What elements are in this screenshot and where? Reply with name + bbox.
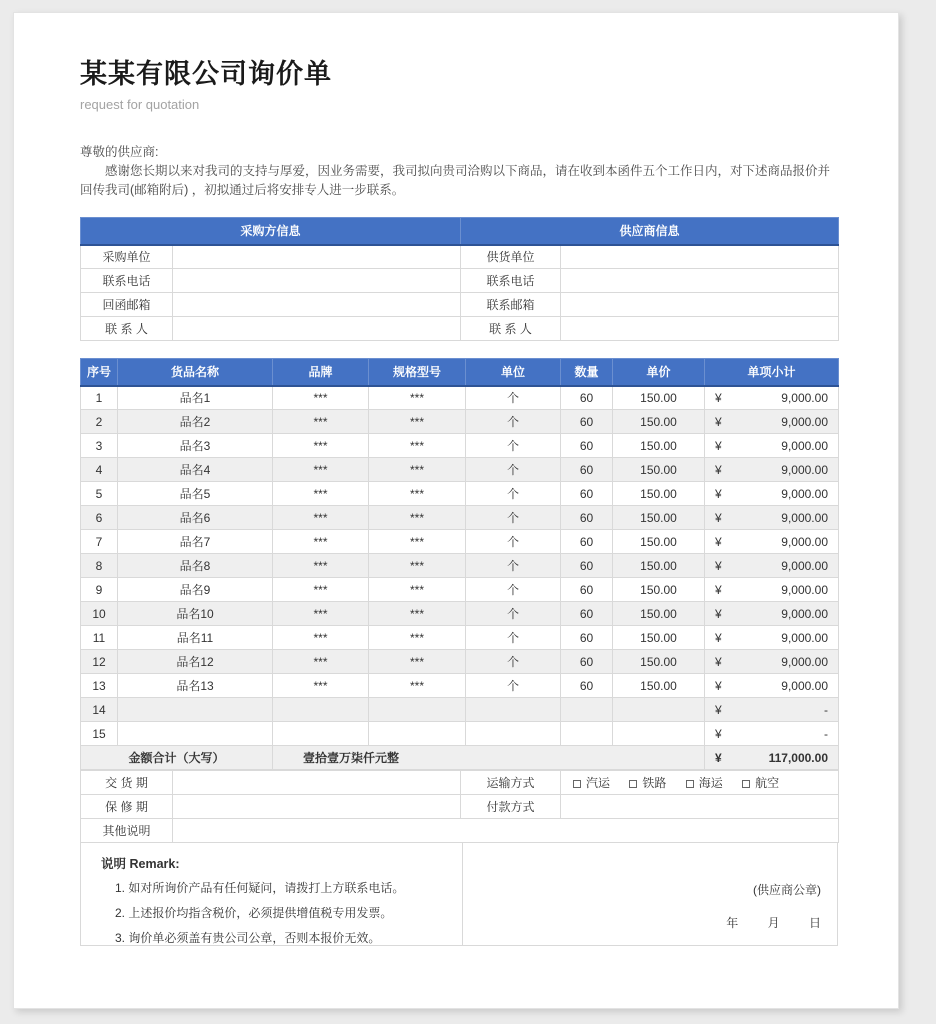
item-price[interactable]: 150.00 [613, 410, 705, 434]
transport-option-checkbox[interactable] [629, 774, 666, 791]
item-spec[interactable]: *** [369, 650, 466, 674]
item-brand[interactable]: *** [273, 530, 369, 554]
currency-symbol: ¥ [715, 630, 722, 645]
item-qty[interactable]: 60 [561, 458, 613, 482]
remark-item: 1. 如对所询价产品有任何疑问，请拨打上方联系电话。 [115, 881, 405, 895]
item-brand[interactable]: *** [273, 506, 369, 530]
item-spec[interactable]: *** [369, 578, 466, 602]
remark-item: 2. 上述报价均指含税价，必须提供增值税专用发票。 [115, 906, 393, 920]
item-name[interactable]: 品名12 [118, 650, 273, 674]
checkbox-icon [573, 780, 581, 788]
intro-body: 感谢您长期以来对我司的支持与厚爱，因业务需要，我司拟向贵司洽购以下商品，请在收到本函件五个工作日内，对下述商品报价并回传我司(邮箱附后) ，初拟通过后将安排专人进一步联系。 [80, 164, 831, 197]
item-qty[interactable]: 60 [561, 674, 613, 698]
col-header-brand: 品牌 [273, 359, 369, 386]
item-no: 10 [81, 602, 118, 626]
item-unit[interactable]: 个 [466, 506, 561, 530]
item-spec[interactable]: *** [369, 386, 466, 410]
item-brand[interactable]: *** [273, 578, 369, 602]
col-header-subtotal: 单项小计 [705, 359, 839, 386]
item-qty[interactable]: 60 [561, 482, 613, 506]
item-no: 5 [81, 482, 118, 506]
item-unit[interactable]: 个 [466, 386, 561, 410]
remark-section [80, 843, 838, 946]
item-no: 11 [81, 626, 118, 650]
delivery-value[interactable] [173, 771, 461, 795]
buyer-field-label: 联 系 人 [81, 317, 173, 341]
item-no: 2 [81, 410, 118, 434]
item-row [81, 434, 839, 458]
item-brand[interactable]: *** [273, 674, 369, 698]
item-spec[interactable]: *** [369, 554, 466, 578]
intro-text [80, 143, 838, 200]
col-header-unit: 单位 [466, 359, 561, 386]
col-header-price: 单价 [613, 359, 705, 386]
item-price[interactable]: 150.00 [613, 506, 705, 530]
item-qty[interactable] [561, 698, 613, 722]
currency-symbol: ¥ [715, 462, 722, 477]
supplier-field-value[interactable] [561, 245, 839, 269]
item-subtotal [705, 506, 839, 530]
item-unit[interactable]: 个 [466, 434, 561, 458]
item-row [81, 722, 839, 746]
item-spec[interactable]: *** [369, 434, 466, 458]
info-row [81, 269, 839, 293]
subtotal-amount: 9,000.00 [781, 558, 828, 573]
currency-symbol: ¥ [715, 582, 722, 597]
subtotal-amount: 9,000.00 [781, 654, 828, 669]
item-name[interactable]: 品名13 [118, 674, 273, 698]
total-amount-in-words: 壹拾壹万柒仟元整 [273, 746, 705, 770]
item-no: 1 [81, 386, 118, 410]
col-header-name: 货品名称 [118, 359, 273, 386]
item-unit[interactable]: 个 [466, 626, 561, 650]
supplier-field-label: 联 系 人 [461, 317, 561, 341]
delivery-row [81, 771, 839, 795]
currency-symbol: ¥ [715, 486, 722, 501]
item-no: 4 [81, 458, 118, 482]
item-brand[interactable]: *** [273, 386, 369, 410]
item-spec[interactable] [369, 722, 466, 746]
item-subtotal [705, 602, 839, 626]
buyer-field-label: 采购单位 [81, 245, 173, 269]
subtotal-amount: 9,000.00 [781, 486, 828, 501]
checkbox-icon [629, 780, 637, 788]
item-qty[interactable]: 60 [561, 578, 613, 602]
total-row [81, 746, 839, 770]
supplier-field-label: 供货单位 [461, 245, 561, 269]
info-header-row [81, 218, 839, 245]
item-price[interactable]: 150.00 [613, 650, 705, 674]
item-subtotal [705, 674, 839, 698]
item-name[interactable]: 品名8 [118, 554, 273, 578]
remark-title: 说明 Remark: [101, 857, 180, 871]
currency-symbol: ¥ [715, 702, 722, 717]
item-brand[interactable]: *** [273, 554, 369, 578]
supplier-seal-label: (供应商公章) [753, 883, 821, 897]
remark-item: 3. 询价单必须盖有贵公司公章，否则本报价无效。 [115, 931, 381, 945]
checkbox-icon [686, 780, 694, 788]
date-line [700, 914, 821, 931]
payment-value[interactable] [561, 795, 839, 819]
currency-symbol: ¥ [715, 510, 722, 525]
col-header-spec: 规格型号 [369, 359, 466, 386]
item-qty[interactable]: 60 [561, 434, 613, 458]
item-subtotal [705, 650, 839, 674]
info-row [81, 293, 839, 317]
page-subtitle: request for quotation [80, 97, 200, 112]
item-qty[interactable]: 60 [561, 386, 613, 410]
item-qty[interactable]: 60 [561, 506, 613, 530]
item-qty[interactable] [561, 722, 613, 746]
item-unit[interactable]: 个 [466, 674, 561, 698]
item-row [81, 482, 839, 506]
item-subtotal [705, 530, 839, 554]
item-unit[interactable]: 个 [466, 458, 561, 482]
col-header-qty: 数量 [561, 359, 613, 386]
item-price[interactable]: 150.00 [613, 482, 705, 506]
buyer-field-label: 联系电话 [81, 269, 173, 293]
item-brand[interactable]: *** [273, 410, 369, 434]
subtotal-amount: 9,000.00 [781, 534, 828, 549]
date-year-label: 年 [726, 916, 739, 930]
item-row [81, 530, 839, 554]
item-spec[interactable]: *** [369, 458, 466, 482]
currency-symbol: ¥ [715, 438, 722, 453]
item-row [81, 458, 839, 482]
currency-symbol: ¥ [715, 750, 722, 765]
item-brand[interactable] [273, 698, 369, 722]
item-row [81, 674, 839, 698]
subtotal-amount: - [824, 726, 828, 741]
item-price[interactable] [613, 698, 705, 722]
item-subtotal [705, 434, 839, 458]
checkbox-icon [742, 780, 750, 788]
item-row [81, 386, 839, 410]
item-subtotal [705, 722, 839, 746]
item-price[interactable]: 150.00 [613, 434, 705, 458]
supplier-field-label: 联系邮箱 [461, 293, 561, 317]
item-name[interactable]: 品名10 [118, 602, 273, 626]
signature-area [463, 843, 837, 945]
item-price[interactable]: 150.00 [613, 386, 705, 410]
transport-option-checkbox[interactable] [573, 774, 610, 791]
item-spec[interactable]: *** [369, 506, 466, 530]
buyer-info-header: 采购方信息 [81, 218, 461, 245]
item-no: 8 [81, 554, 118, 578]
item-price[interactable]: 150.00 [613, 674, 705, 698]
subtotal-amount: 9,000.00 [781, 390, 828, 405]
item-subtotal [705, 698, 839, 722]
item-brand[interactable] [273, 722, 369, 746]
supplier-field-value[interactable] [561, 293, 839, 317]
item-subtotal [705, 578, 839, 602]
item-name[interactable]: 品名1 [118, 386, 273, 410]
document-page [13, 12, 899, 1009]
item-no: 14 [81, 698, 118, 722]
item-spec[interactable]: *** [369, 530, 466, 554]
subtotal-amount: 9,000.00 [781, 414, 828, 429]
document-content [14, 13, 898, 946]
item-qty[interactable]: 60 [561, 410, 613, 434]
subtotal-amount: 9,000.00 [781, 582, 828, 597]
remark-notes [81, 843, 463, 945]
item-name[interactable]: 品名4 [118, 458, 273, 482]
item-price[interactable] [613, 722, 705, 746]
item-brand[interactable]: *** [273, 602, 369, 626]
buyer-field-value[interactable] [173, 317, 461, 341]
delivery-label: 交 货 期 [81, 771, 173, 795]
item-row [81, 602, 839, 626]
item-brand[interactable]: *** [273, 458, 369, 482]
currency-symbol: ¥ [715, 558, 722, 573]
item-unit[interactable] [466, 698, 561, 722]
currency-symbol: ¥ [715, 534, 722, 549]
item-no: 3 [81, 434, 118, 458]
item-price[interactable]: 150.00 [613, 602, 705, 626]
items-table [80, 358, 839, 770]
item-qty[interactable]: 60 [561, 530, 613, 554]
item-no: 15 [81, 722, 118, 746]
item-qty[interactable]: 60 [561, 650, 613, 674]
transport-option-label: 航空 [755, 776, 780, 790]
item-price[interactable]: 150.00 [613, 626, 705, 650]
col-header-no: 序号 [81, 359, 118, 386]
total-amount: 117,000.00 [768, 750, 828, 765]
item-row [81, 506, 839, 530]
buyer-field-value[interactable] [173, 245, 461, 269]
item-no: 7 [81, 530, 118, 554]
item-brand[interactable]: *** [273, 482, 369, 506]
item-no: 9 [81, 578, 118, 602]
terms-table [80, 770, 839, 843]
subtotal-amount: 9,000.00 [781, 510, 828, 525]
item-name[interactable] [118, 698, 273, 722]
date-month-label: 月 [767, 916, 780, 930]
item-row [81, 626, 839, 650]
item-subtotal [705, 482, 839, 506]
item-subtotal [705, 626, 839, 650]
other-notes-label: 其他说明 [81, 819, 173, 843]
item-name[interactable]: 品名3 [118, 434, 273, 458]
item-unit[interactable]: 个 [466, 482, 561, 506]
item-name[interactable]: 品名2 [118, 410, 273, 434]
item-spec[interactable]: *** [369, 674, 466, 698]
item-name[interactable]: 品名11 [118, 626, 273, 650]
item-name[interactable]: 品名9 [118, 578, 273, 602]
item-row [81, 698, 839, 722]
item-no: 6 [81, 506, 118, 530]
warranty-value[interactable] [173, 795, 461, 819]
item-row [81, 554, 839, 578]
contact-info-table [80, 217, 839, 341]
warranty-row [81, 795, 839, 819]
item-no: 13 [81, 674, 118, 698]
item-row [81, 410, 839, 434]
item-brand[interactable]: *** [273, 650, 369, 674]
item-price[interactable]: 150.00 [613, 530, 705, 554]
transport-option-checkbox[interactable] [686, 774, 723, 791]
item-unit[interactable]: 个 [466, 530, 561, 554]
item-qty[interactable]: 60 [561, 626, 613, 650]
currency-symbol: ¥ [715, 606, 722, 621]
intro-salutation: 尊敬的供应商: [80, 145, 159, 159]
item-unit[interactable]: 个 [466, 410, 561, 434]
supplier-field-value[interactable] [561, 317, 839, 341]
date-day-label: 日 [808, 916, 821, 930]
currency-symbol: ¥ [715, 654, 722, 669]
item-row [81, 650, 839, 674]
supplier-field-value[interactable] [561, 269, 839, 293]
subtotal-amount: - [824, 702, 828, 717]
transport-options [561, 771, 839, 795]
item-subtotal [705, 458, 839, 482]
buyer-field-value[interactable] [173, 269, 461, 293]
subtotal-amount: 9,000.00 [781, 462, 828, 477]
item-spec[interactable]: *** [369, 602, 466, 626]
currency-symbol: ¥ [715, 726, 722, 741]
item-spec[interactable] [369, 698, 466, 722]
item-qty[interactable]: 60 [561, 554, 613, 578]
item-name[interactable]: 品名7 [118, 530, 273, 554]
currency-symbol: ¥ [715, 678, 722, 693]
info-row [81, 245, 839, 269]
currency-symbol: ¥ [715, 414, 722, 429]
item-subtotal [705, 386, 839, 410]
buyer-field-label: 回函邮箱 [81, 293, 173, 317]
page-title: 某某有限公司询价单 [80, 59, 332, 89]
subtotal-amount: 9,000.00 [781, 630, 828, 645]
item-unit[interactable]: 个 [466, 650, 561, 674]
item-brand[interactable]: *** [273, 626, 369, 650]
payment-label: 付款方式 [461, 795, 561, 819]
buyer-field-value[interactable] [173, 293, 461, 317]
other-notes-row [81, 819, 839, 843]
item-spec[interactable]: *** [369, 626, 466, 650]
supplier-field-label: 联系电话 [461, 269, 561, 293]
supplier-info-header: 供应商信息 [461, 218, 839, 245]
item-row [81, 578, 839, 602]
item-unit[interactable]: 个 [466, 578, 561, 602]
item-spec[interactable]: *** [369, 410, 466, 434]
item-name[interactable]: 品名6 [118, 506, 273, 530]
item-name[interactable] [118, 722, 273, 746]
info-row [81, 317, 839, 341]
item-qty[interactable]: 60 [561, 602, 613, 626]
subtotal-amount: 9,000.00 [781, 606, 828, 621]
item-price[interactable]: 150.00 [613, 458, 705, 482]
transport-option-label: 汽运 [586, 776, 611, 790]
transport-option-label: 铁路 [642, 776, 667, 790]
transport-option-label: 海运 [698, 776, 723, 790]
item-price[interactable]: 150.00 [613, 554, 705, 578]
item-subtotal [705, 554, 839, 578]
currency-symbol: ¥ [715, 390, 722, 405]
item-brand[interactable]: *** [273, 434, 369, 458]
item-no: 12 [81, 650, 118, 674]
subtotal-amount: 9,000.00 [781, 678, 828, 693]
remark-items [101, 876, 452, 951]
transport-option-checkbox[interactable] [742, 774, 779, 791]
subtotal-amount: 9,000.00 [781, 438, 828, 453]
total-label: 金额合计（大写） [81, 746, 273, 770]
items-header-row [81, 359, 839, 386]
item-unit[interactable]: 个 [466, 554, 561, 578]
warranty-label: 保 修 期 [81, 795, 173, 819]
total-subtotal [705, 746, 839, 770]
transport-label: 运输方式 [461, 771, 561, 795]
item-spec[interactable]: *** [369, 482, 466, 506]
item-unit[interactable] [466, 722, 561, 746]
item-subtotal [705, 410, 839, 434]
item-price[interactable]: 150.00 [613, 578, 705, 602]
item-unit[interactable]: 个 [466, 602, 561, 626]
other-notes-value[interactable] [173, 819, 839, 843]
item-name[interactable]: 品名5 [118, 482, 273, 506]
